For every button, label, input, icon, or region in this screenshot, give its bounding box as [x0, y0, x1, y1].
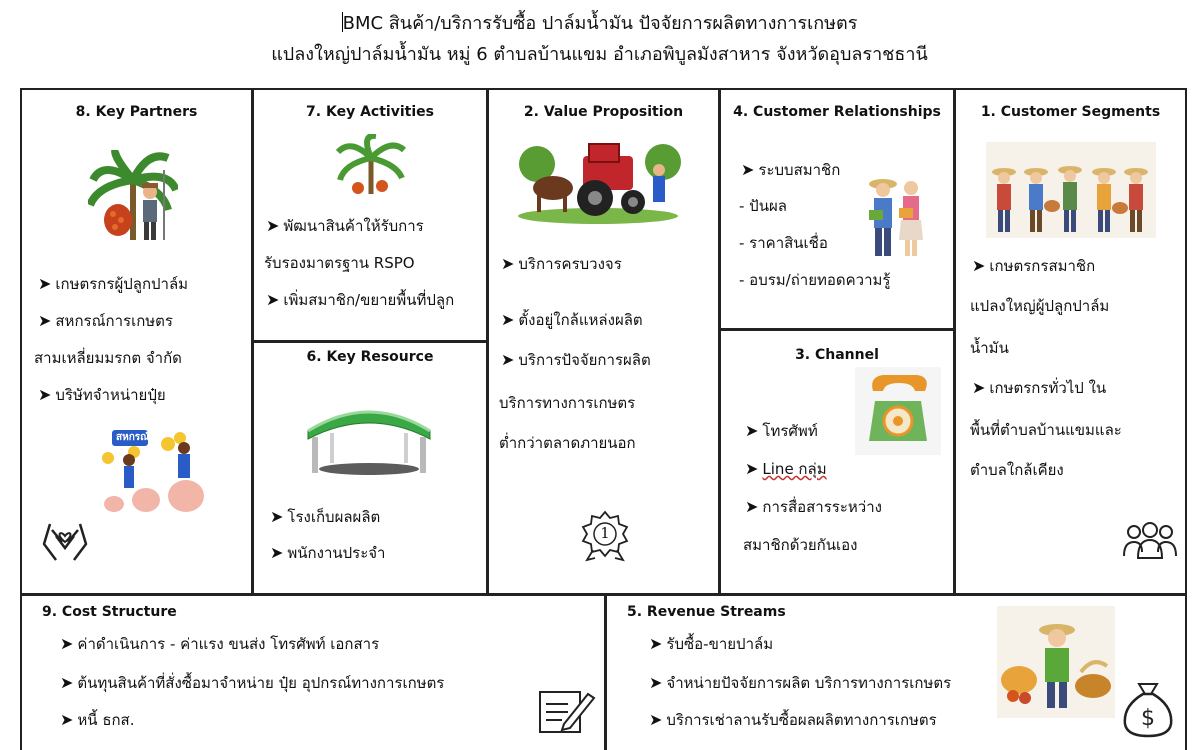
coop-savings-image: [94, 426, 214, 516]
key-resource-title: 6. Key Resource: [306, 349, 434, 365]
cs-line-1-text: เกษตรกรสมาชิก: [989, 257, 1096, 275]
key-partners-title: 8. Key Partners: [75, 104, 198, 120]
ka-line-1: [266, 216, 424, 236]
ch-line-3-text: การสื่อสารระหว่าง: [762, 498, 882, 516]
bullet-arrow-icon: ➤: [270, 507, 284, 526]
cs-line-2: แปลงใหญ่ผู้ปลูกปาล์ม: [970, 297, 1110, 315]
ch-line-1: [745, 421, 818, 441]
rev-line-3: [649, 710, 937, 730]
title-line-1: [0, 10, 1199, 38]
kr-line-2-text: พนักงานประจำ: [287, 544, 386, 562]
bullet-arrow-icon: ➤: [60, 673, 74, 692]
ka-line-1-text: พัฒนาสินค้าให้รับการ: [283, 217, 424, 235]
cs-line-5: พื้นที่ตำบลบ้านแขมและ: [970, 421, 1122, 439]
cr-line-1-text: ระบบสมาชิก: [758, 161, 841, 179]
money-bag-icon: [1121, 680, 1175, 740]
cs-line-6: ตำบลใกล้เคียง: [970, 461, 1064, 479]
bullet-arrow-icon: ➤: [266, 290, 280, 309]
rev-line-1: [649, 634, 773, 654]
channel-box: [719, 329, 955, 595]
award-number: 1: [600, 524, 610, 542]
key-resource-box: [252, 341, 488, 595]
ch-line-4: สมาชิกด้วยกันเอง: [743, 536, 858, 554]
bullet-arrow-icon: ➤: [501, 254, 515, 273]
cr-line-2: - ปันผล: [739, 197, 787, 215]
cs-line-4: [972, 378, 1106, 398]
vp-line-3-text: บริการปัจจัยการผลิต: [518, 351, 651, 369]
cs-line-3: น้ำมัน: [970, 339, 1009, 357]
vp-line-3: [501, 350, 651, 370]
bullet-arrow-icon: ➤: [501, 310, 515, 329]
value-proposition-title: 2. Value Proposition: [523, 104, 684, 120]
bullet-arrow-icon: ➤: [972, 256, 986, 275]
cost-line-1-text: ค่าดำเนินการ - ค่าแรง ขนส่ง โทรศัพท์ เอกสาร: [77, 635, 380, 653]
vp-line-1: [501, 254, 622, 274]
people-group-icon: [1122, 522, 1178, 562]
bullet-arrow-icon: ➤: [60, 634, 74, 653]
oil-palm-tree-image: [336, 134, 406, 196]
vp-line-5: ต่ำกว่าตลาดภายนอก: [499, 434, 636, 452]
key-activities-box: [252, 88, 488, 342]
storage-shelter-image: [304, 405, 434, 477]
bullet-arrow-icon: ➤: [38, 385, 52, 404]
bullet-arrow-icon: ➤: [745, 459, 759, 478]
bullet-arrow-icon: ➤: [38, 311, 52, 330]
handshake-heart-icon: [40, 514, 90, 564]
cost-line-3: [60, 710, 134, 730]
farmers-group-image: [986, 142, 1156, 238]
vp-line-1-text: บริการครบวงจร: [518, 255, 622, 273]
vp-line-4: บริการทางการเกษตร: [499, 394, 636, 412]
vp-line-2: [501, 310, 643, 330]
ka-line-3-text: เพิ่มสมาชิก/ขยายพื้นที่ปลูก: [283, 291, 455, 309]
ch-line-2: [745, 459, 827, 479]
kp-line-1-text: เกษตรกรผู้ปลูกปาล์ม: [55, 275, 189, 293]
revenue-streams-box: [605, 594, 1187, 750]
kr-line-2: [270, 543, 385, 563]
harvest-farmer-image: [997, 606, 1115, 718]
kp-line-4: [38, 385, 166, 405]
cost-line-2: [60, 673, 444, 693]
cost-line-2-text: ต้นทุนสินค้าที่สั่งซื้อมาจำหน่าย ปุ๋ย อุปกรณ์ทางการเกษตร: [77, 674, 445, 692]
key-activities-title: 7. Key Activities: [306, 104, 434, 120]
title-line-2: แปลงใหญ่ปาล์มน้ำมัน หมู่ 6 ตำบลบ้านแขม อำเภอพิบูลมังสาหาร จังหวัดอุบลราชธานี: [271, 44, 928, 65]
document-pen-icon: [536, 686, 596, 736]
rev-line-1-text: รับซื้อ-ขายปาล์ม: [666, 635, 774, 653]
rev-line-2: [649, 673, 951, 693]
ch-line-2-text: Line กลุ่ม: [762, 460, 827, 478]
cs-line-1: [972, 256, 1095, 276]
bullet-arrow-icon: ➤: [649, 673, 663, 692]
tractor-farm-image: [513, 136, 683, 226]
cost-line-3-text: หนี้ ธกส.: [77, 711, 135, 729]
kr-line-1: [270, 507, 380, 527]
kp-line-4-text: บริษัทจำหน่ายปุ๋ย: [55, 386, 166, 404]
canvas-header: [0, 10, 1199, 70]
bullet-arrow-icon: ➤: [266, 216, 280, 235]
customer-segments-title: 1. Customer Segments: [980, 104, 1161, 120]
bullet-arrow-icon: ➤: [38, 274, 52, 293]
palm-farmer-image: [88, 150, 178, 245]
kp-line-1: [38, 274, 188, 294]
ch-line-1-text: โทรศัพท์: [762, 422, 818, 440]
cr-line-4: - อบรม/ถ่ายทอดความรู้: [739, 271, 891, 289]
revenue-streams-title: 5. Revenue Streams: [627, 604, 786, 620]
cost-structure-title: 9. Cost Structure: [42, 604, 177, 620]
value-proposition-box: [487, 88, 720, 595]
coop-sign-text: สหกรณ์: [116, 432, 150, 443]
cost-line-1: [60, 634, 379, 654]
ch-line-3: [745, 497, 882, 517]
ka-line-3: [266, 290, 454, 310]
bullet-arrow-icon: ➤: [745, 421, 759, 440]
kp-line-2: [38, 311, 173, 331]
kp-line-3: สามเหลี่ยมมรกต จำกัด: [34, 349, 182, 367]
bullet-arrow-icon: ➤: [745, 497, 759, 516]
customer-relationships-box: [719, 88, 955, 330]
title-line-1-text: BMC สินค้า/บริการรับซื้อ ปาล์มน้ำมัน ปัจจัยการผลิตทางการเกษตร: [342, 13, 858, 34]
bullet-arrow-icon: ➤: [649, 634, 663, 653]
cr-line-1: [741, 160, 840, 180]
ka-line-2: รับรองมาตรฐาน RSPO: [264, 254, 415, 272]
bullet-arrow-icon: ➤: [741, 160, 755, 179]
bullet-arrow-icon: ➤: [972, 378, 986, 397]
key-partners-box: [20, 88, 253, 595]
bullet-arrow-icon: ➤: [270, 543, 284, 562]
cs-line-4-text: เกษตรกรทั่วไป ใน: [989, 379, 1107, 397]
svg-text:$: $: [1141, 706, 1155, 731]
cr-line-3: - ราคาสินเชื่อ: [739, 234, 828, 252]
rev-line-2-text: จำหน่ายปัจจัยการผลิต บริการทางการเกษตร: [666, 674, 952, 692]
farmer-couple-image: [865, 174, 931, 258]
bullet-arrow-icon: ➤: [501, 350, 515, 369]
cost-structure-box: [20, 594, 606, 750]
telephone-image: [855, 367, 941, 455]
kp-line-2-text: สหกรณ์การเกษตร: [55, 312, 173, 330]
vp-line-2-text: ตั้งอยู่ใกล้แหล่งผลิต: [518, 311, 643, 329]
rev-line-3-text: บริการเช่าลานรับซื้อผลผลิตทางการเกษตร: [666, 711, 937, 729]
customer-segments-box: [954, 88, 1187, 595]
kr-line-1-text: โรงเก็บผลผลิต: [287, 508, 381, 526]
customer-relationships-title: 4. Customer Relationships: [733, 104, 941, 120]
bullet-arrow-icon: ➤: [60, 710, 74, 729]
bullet-arrow-icon: ➤: [649, 710, 663, 729]
channel-title: 3. Channel: [795, 347, 879, 363]
